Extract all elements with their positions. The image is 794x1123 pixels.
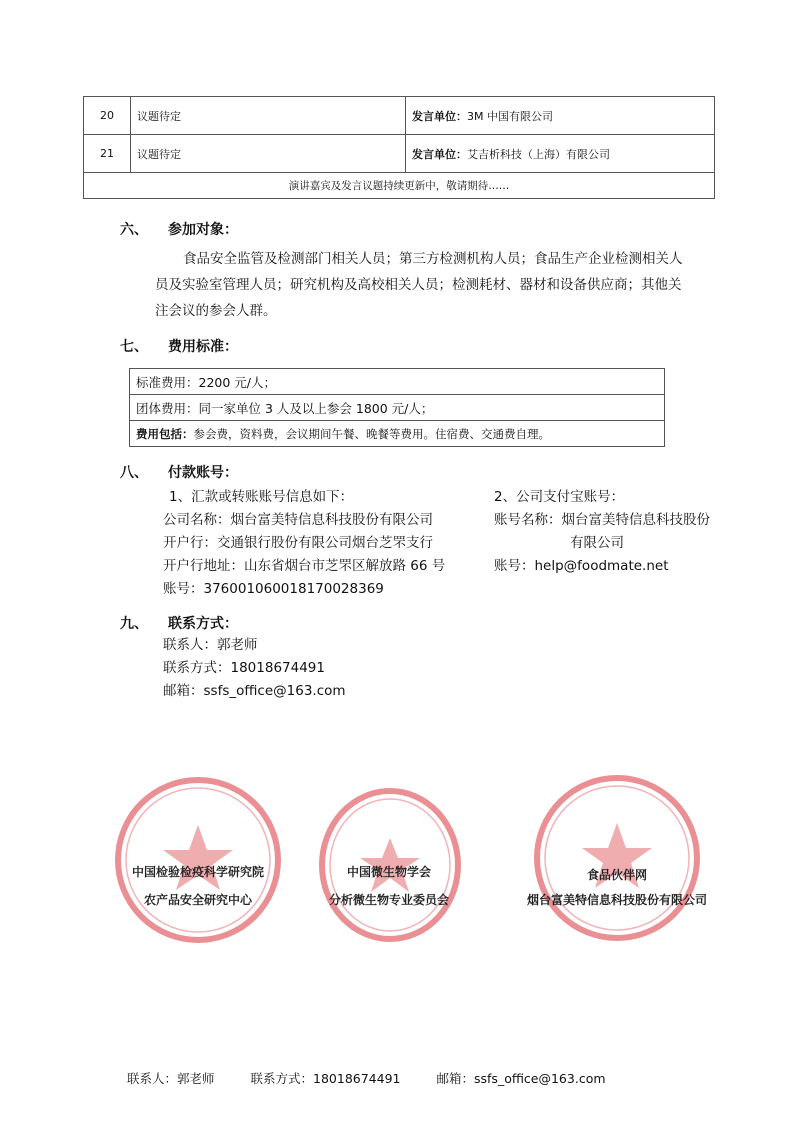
bank-heading: 1、汇款或转账账号信息如下： [169,489,354,505]
table-note: 演讲嘉宾及发言议题持续更新中，敬请期待…… [84,173,715,199]
includes-text: 参会费，资料费，会议期间午餐、晚餐等费用。住宿费、交通费自理。 [193,426,550,441]
seal-csm-line2: 分析微生物专业委员会 [328,893,449,907]
contact-email: 邮箱：ssfs_office@163.com [163,683,346,699]
section-number: 九、 [120,616,148,632]
section-title: 参加对象： [168,222,238,238]
bank-account: 账号：376001060018170028369 [163,581,384,597]
alipay-account: 账号：help@foodmate.net [494,558,669,574]
seal-foodmate-icon [527,768,707,948]
section-9-heading [120,613,238,633]
table-row [84,135,715,173]
section-number: 八、 [120,465,148,481]
unit-label: 发言单位： [412,147,467,161]
row-unit [406,97,715,135]
section-7-heading [120,336,238,356]
alipay-heading: 2、公司支付宝账号： [494,489,625,505]
table-row [130,421,665,447]
bank-company: 公司名称：烟台富美特信息科技股份有限公司 [163,512,433,528]
table-row [130,395,665,421]
bank-address: 开户行地址：山东省烟台市芝罘区解放路 66 号 [163,558,446,574]
group-fee: 团体费用：同一家单位 3 人及以上参会 1800 元/人； [130,395,665,421]
bank-name: 开户行：交通银行股份有限公司烟台芝罘支行 [163,535,433,551]
footer-email: 邮箱：ssfs_office@163.com [436,1071,606,1086]
attendees-text [155,246,685,324]
row-number: 20 [84,97,131,135]
standard-fee: 标准费用：2200 元/人； [130,369,665,395]
seal-caiq-line2: 农产品安全研究中心 [143,893,252,907]
speaker-table [83,96,715,199]
seal-caiq-line1: 中国检验检疫科学研究院 [131,865,264,879]
alipay-info [494,486,734,578]
section-number: 六、 [120,222,148,238]
alipay-name-line1: 账号名称：烟台富美特信息科技股份 [494,512,710,528]
seal-caiq-icon [108,770,288,950]
seal-foodmate-line2: 烟台富美特信息科技股份有限公司 [526,893,707,907]
unit-value: 艾吉析科技（上海）有限公司 [467,147,610,161]
table-note-row [84,173,715,199]
section-6-heading [120,219,238,239]
attendees-body: 食品安全监管及检测部门相关人员；第三方检测机构人员；食品生产企业检测相关人员及实验室管理人员；研究机构及高校相关人员；检测耗材、器材和设备供应商；其他关注会议的参会人群。 [155,251,683,319]
unit-label: 发言单位： [412,109,467,123]
page-footer [127,1069,642,1087]
unit-value: 3M 中国有限公司 [467,109,553,123]
footer-phone: 联系方式：18018674491 [250,1071,401,1086]
includes-label: 费用包括： [136,426,194,441]
section-title: 付款账号： [168,465,238,481]
fee-includes [130,421,665,447]
alipay-name-line2: 有限公司 [570,535,624,551]
row-topic: 议题待定 [131,135,406,173]
row-topic: 议题待定 [131,97,406,135]
contact-person: 联系人：郭老师 [163,637,258,653]
section-title: 费用标准： [168,339,238,355]
table-row [130,369,665,395]
section-number: 七、 [120,339,148,355]
contact-info [163,634,346,703]
bank-transfer-info [163,486,483,601]
seal-foodmate-line1: 食品伙伴网 [586,868,647,882]
row-number: 21 [84,135,131,173]
seal-csm-line1: 中国微生物学会 [346,865,431,879]
table-row [84,97,715,135]
contact-phone: 联系方式：18018674491 [163,660,325,676]
row-unit [406,135,715,173]
fee-table [129,368,665,447]
section-8-heading [120,462,238,482]
section-title: 联系方式： [168,616,238,632]
footer-person: 联系人：郭老师 [127,1071,215,1086]
